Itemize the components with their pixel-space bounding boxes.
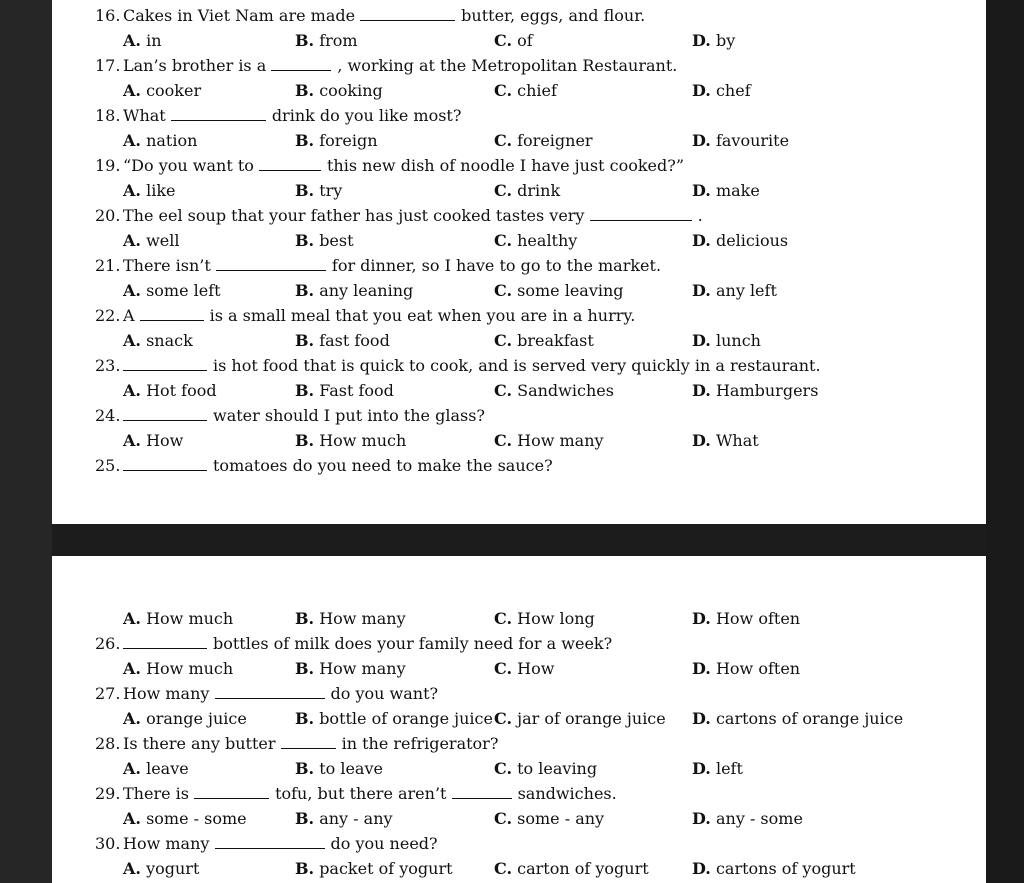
option-text: to leaving: [517, 759, 598, 778]
option-text: make: [715, 181, 760, 200]
option-letter: D.: [692, 859, 711, 878]
option-letter: C.: [494, 131, 513, 150]
option-letter: B.: [295, 709, 315, 728]
question-text-part: butter, eggs, and flour.: [461, 6, 646, 25]
answer-blank[interactable]: [271, 56, 331, 71]
option-letter: B.: [295, 131, 315, 150]
option-text: How many: [319, 659, 406, 678]
question-text: [123, 203, 703, 228]
option-a[interactable]: [123, 228, 179, 253]
question-text-part: “Do you want to: [123, 156, 259, 175]
option-letter: C.: [494, 31, 513, 50]
option-letter: B.: [295, 181, 315, 200]
option-letter: C.: [494, 381, 513, 400]
answer-blank[interactable]: [171, 106, 266, 121]
question-row: [52, 3, 986, 28]
options-row: [52, 228, 986, 253]
option-c[interactable]: [494, 178, 560, 203]
option-text: Fast food: [319, 381, 394, 400]
option-text: well: [146, 231, 180, 250]
question-text-part: There isn’t: [123, 256, 216, 275]
option-d[interactable]: [692, 706, 903, 731]
option-letter: A.: [123, 281, 141, 300]
question-row: [52, 153, 986, 178]
option-text: leave: [146, 759, 189, 778]
left-dark-margin: [0, 0, 52, 883]
question-text-part: do you need?: [330, 834, 438, 853]
option-c[interactable]: [494, 756, 597, 781]
option-b[interactable]: [295, 78, 383, 103]
question-text: [123, 831, 438, 856]
option-c[interactable]: [494, 378, 614, 403]
option-letter: B.: [295, 759, 315, 778]
question-row: [52, 631, 986, 656]
option-c[interactable]: [494, 278, 624, 303]
question-text-part: this new dish of noodle I have just cooked?”: [327, 156, 685, 175]
answer-blank[interactable]: [194, 784, 269, 799]
answer-blank[interactable]: [281, 734, 336, 749]
option-letter: B.: [295, 231, 315, 250]
option-a[interactable]: [123, 606, 233, 631]
option-letter: B.: [295, 659, 315, 678]
question-text: [123, 631, 612, 656]
option-letter: D.: [692, 659, 711, 678]
option-letter: A.: [123, 131, 141, 150]
question-number: 30.: [95, 834, 121, 853]
question-text: [123, 103, 461, 128]
question-number: 21.: [95, 256, 121, 275]
question-text-part: water should I put into the glass?: [213, 406, 485, 425]
question-text-part: What: [123, 106, 171, 125]
option-a[interactable]: [123, 806, 247, 831]
option-letter: D.: [692, 709, 711, 728]
question-text-part: Cakes in Viet Nam are made: [123, 6, 361, 25]
option-letter: C.: [494, 181, 513, 200]
option-text: packet of yogurt: [319, 859, 453, 878]
options-row: [52, 328, 986, 353]
answer-blank[interactable]: [123, 406, 207, 421]
option-letter: D.: [692, 281, 711, 300]
option-a[interactable]: [123, 706, 247, 731]
question-number: 26.: [95, 634, 121, 653]
option-letter: A.: [123, 709, 141, 728]
option-b[interactable]: [295, 756, 383, 781]
option-c[interactable]: [494, 706, 666, 731]
option-text: drink: [517, 181, 561, 200]
option-letter: C.: [494, 709, 513, 728]
question-number: 24.: [95, 406, 121, 425]
option-text: from: [319, 31, 358, 50]
option-a[interactable]: [123, 428, 183, 453]
option-d[interactable]: [692, 856, 856, 881]
option-a[interactable]: [123, 328, 193, 353]
option-letter: C.: [494, 281, 513, 300]
question-number: 19.: [95, 156, 121, 175]
option-text: How many: [517, 431, 604, 450]
option-text: Sandwiches: [517, 381, 614, 400]
question-number: 17.: [95, 56, 121, 75]
option-b[interactable]: [295, 378, 394, 403]
question-text: [123, 53, 677, 78]
option-text: chief: [517, 81, 557, 100]
option-letter: B.: [295, 609, 315, 628]
option-b[interactable]: [295, 228, 354, 253]
option-text: some - any: [517, 809, 605, 828]
option-d[interactable]: [692, 28, 735, 53]
question-row: [52, 203, 986, 228]
option-text: some left: [146, 281, 221, 300]
options-row: [52, 756, 986, 781]
question-text-part: is hot food that is quick to cook, and is served very quickly in a restaurant.: [213, 356, 821, 375]
question-row: [52, 781, 986, 806]
option-text: What: [715, 431, 759, 450]
option-text: chef: [715, 81, 751, 100]
answer-blank[interactable]: [123, 356, 207, 371]
option-text: in: [146, 31, 162, 50]
question-number: 29.: [95, 784, 121, 803]
options-row: [52, 706, 986, 731]
option-letter: D.: [692, 381, 711, 400]
option-b[interactable]: [295, 328, 390, 353]
option-text: How often: [715, 659, 801, 678]
question-row: [52, 731, 986, 756]
option-d[interactable]: [692, 428, 759, 453]
option-c[interactable]: [494, 28, 533, 53]
option-letter: A.: [123, 381, 141, 400]
option-d[interactable]: [692, 378, 818, 403]
options-row: [52, 178, 986, 203]
question-text-part: The eel soup that your father has just cooked tastes very: [123, 206, 590, 225]
option-a[interactable]: [123, 656, 233, 681]
options-row: [52, 78, 986, 103]
option-b[interactable]: [295, 656, 406, 681]
question-text: [123, 3, 645, 28]
option-text: bottle of orange juice: [319, 709, 493, 728]
question-text-part: There is: [123, 784, 195, 803]
question-text-part: .: [697, 206, 703, 225]
option-text: some - some: [146, 809, 247, 828]
answer-blank[interactable]: [360, 6, 455, 21]
question-number: 27.: [95, 684, 121, 703]
question-text: [123, 781, 617, 806]
option-letter: B.: [295, 31, 315, 50]
option-letter: A.: [123, 181, 141, 200]
question-row: [52, 453, 986, 478]
option-text: any - some: [715, 809, 803, 828]
question-text-part: tofu, but there aren’t: [275, 784, 452, 803]
option-letter: C.: [494, 859, 513, 878]
option-letter: D.: [692, 131, 711, 150]
option-a[interactable]: [123, 128, 197, 153]
option-text: Hot food: [146, 381, 217, 400]
question-number: 28.: [95, 734, 121, 753]
option-b[interactable]: [295, 128, 378, 153]
option-text: orange juice: [146, 709, 247, 728]
question-text-part: do you want?: [330, 684, 439, 703]
option-text: nation: [146, 131, 198, 150]
option-letter: B.: [295, 281, 315, 300]
option-b[interactable]: [295, 856, 453, 881]
answer-blank[interactable]: [123, 634, 207, 649]
question-row: [52, 831, 986, 856]
option-letter: A.: [123, 759, 141, 778]
option-letter: A.: [123, 659, 141, 678]
option-text: any leaning: [319, 281, 414, 300]
options-row: [52, 428, 986, 453]
options-row: [52, 28, 986, 53]
question-row: [52, 403, 986, 428]
option-letter: B.: [295, 809, 315, 828]
question-text: [123, 253, 661, 278]
option-b[interactable]: [295, 278, 413, 303]
option-d[interactable]: [692, 606, 800, 631]
question-text-part: How many: [123, 834, 215, 853]
option-c[interactable]: [494, 328, 594, 353]
answer-blank[interactable]: [452, 784, 512, 799]
question-number: 20.: [95, 206, 121, 225]
question-text: [123, 353, 821, 378]
option-c[interactable]: [494, 656, 554, 681]
option-d[interactable]: [692, 806, 803, 831]
option-text: How much: [146, 609, 234, 628]
option-text: snack: [146, 331, 193, 350]
option-c[interactable]: [494, 806, 604, 831]
option-text: How much: [146, 659, 234, 678]
option-d[interactable]: [692, 328, 761, 353]
option-letter: D.: [692, 809, 711, 828]
option-letter: C.: [494, 659, 513, 678]
option-letter: D.: [692, 431, 711, 450]
option-text: breakfast: [517, 331, 594, 350]
question-text: [123, 303, 635, 328]
answer-blank[interactable]: [259, 156, 321, 171]
question-number: 22.: [95, 306, 121, 325]
option-text: of: [517, 31, 533, 50]
option-letter: A.: [123, 431, 141, 450]
answer-blank[interactable]: [123, 456, 207, 471]
question-text: [123, 731, 498, 756]
option-text: fast food: [319, 331, 390, 350]
option-text: healthy: [517, 231, 578, 250]
options-row: [52, 656, 986, 681]
worksheet-page-1: [52, 0, 986, 524]
option-d[interactable]: [692, 656, 800, 681]
options-row: [52, 278, 986, 303]
answer-blank[interactable]: [140, 306, 204, 321]
options-row: [52, 606, 986, 631]
option-c[interactable]: [494, 228, 577, 253]
question-number: 16.: [95, 6, 121, 25]
question-text-part: A: [123, 306, 140, 325]
question-row: [52, 103, 986, 128]
option-letter: B.: [295, 431, 315, 450]
question-text: [123, 403, 485, 428]
answer-blank[interactable]: [590, 206, 692, 221]
option-text: left: [715, 759, 743, 778]
option-letter: C.: [494, 81, 513, 100]
question-number: 25.: [95, 456, 121, 475]
question-text-part: bottles of milk does your family need for a week?: [213, 634, 613, 653]
option-letter: B.: [295, 859, 315, 878]
option-text: any - any: [319, 809, 393, 828]
question-row: [52, 681, 986, 706]
option-d[interactable]: [692, 178, 760, 203]
option-a[interactable]: [123, 78, 201, 103]
option-text: foreign: [319, 131, 378, 150]
option-letter: A.: [123, 331, 141, 350]
question-row: [52, 253, 986, 278]
option-text: How long: [517, 609, 595, 628]
option-d[interactable]: [692, 128, 789, 153]
option-text: How: [517, 659, 555, 678]
option-letter: A.: [123, 81, 141, 100]
option-letter: D.: [692, 231, 711, 250]
question-text-part: in the refrigerator?: [341, 734, 499, 753]
option-letter: C.: [494, 809, 513, 828]
option-d[interactable]: [692, 278, 777, 303]
question-row: [52, 353, 986, 378]
options-row: [52, 856, 986, 881]
question-row: [52, 303, 986, 328]
option-letter: A.: [123, 859, 141, 878]
question-text-part: for dinner, so I have to go to the market.: [331, 256, 662, 275]
option-letter: A.: [123, 31, 141, 50]
right-dark-margin: [986, 0, 1024, 883]
option-letter: B.: [295, 81, 315, 100]
option-text: yogurt: [146, 859, 200, 878]
option-text: some leaving: [517, 281, 624, 300]
option-letter: D.: [692, 759, 711, 778]
option-text: delicious: [715, 231, 789, 250]
option-a[interactable]: [123, 278, 221, 303]
options-row: [52, 806, 986, 831]
option-d[interactable]: [692, 756, 743, 781]
question-text-part: How many: [123, 684, 215, 703]
option-c[interactable]: [494, 78, 557, 103]
option-text: favourite: [715, 131, 790, 150]
option-text: carton of yogurt: [517, 859, 649, 878]
question-number: 18.: [95, 106, 121, 125]
option-letter: C.: [494, 231, 513, 250]
options-row: [52, 128, 986, 153]
question-text: [123, 453, 553, 478]
option-text: like: [146, 181, 176, 200]
answer-blank[interactable]: [215, 834, 325, 849]
worksheet-page-2: [52, 556, 986, 883]
option-text: cooker: [146, 81, 202, 100]
question-row: [52, 53, 986, 78]
option-text: best: [319, 231, 354, 250]
option-letter: C.: [494, 331, 513, 350]
option-letter: D.: [692, 81, 711, 100]
option-text: cartons of orange juice: [715, 709, 904, 728]
option-letter: C.: [494, 759, 513, 778]
option-d[interactable]: [692, 78, 751, 103]
option-d[interactable]: [692, 228, 788, 253]
question-text-part: , working at the Metropolitan Restaurant.: [337, 56, 678, 75]
option-text: How: [146, 431, 184, 450]
options-row: [52, 378, 986, 403]
option-text: jar of orange juice: [517, 709, 666, 728]
option-b[interactable]: [295, 178, 342, 203]
option-c[interactable]: [494, 428, 604, 453]
question-text-part: is a small meal that you eat when you are in a hurry.: [209, 306, 636, 325]
option-letter: B.: [295, 331, 315, 350]
option-letter: D.: [692, 31, 711, 50]
question-text-part: tomatoes do you need to make the sauce?: [213, 456, 553, 475]
option-c[interactable]: [494, 856, 649, 881]
answer-blank[interactable]: [216, 256, 326, 271]
option-c[interactable]: [494, 128, 593, 153]
option-text: How much: [319, 431, 407, 450]
question-text-part: Lan’s brother is a: [123, 56, 272, 75]
option-text: to leave: [319, 759, 383, 778]
question-text: [123, 681, 438, 706]
option-letter: B.: [295, 381, 315, 400]
question-text-part: Is there any butter: [123, 734, 281, 753]
option-letter: C.: [494, 431, 513, 450]
option-a[interactable]: [123, 28, 162, 53]
option-a[interactable]: [123, 756, 189, 781]
question-number: 23.: [95, 356, 121, 375]
option-letter: A.: [123, 231, 141, 250]
question-text-part: sandwiches.: [517, 784, 617, 803]
option-b[interactable]: [295, 706, 493, 731]
option-b[interactable]: [295, 28, 358, 53]
option-text: any left: [715, 281, 777, 300]
option-letter: D.: [692, 609, 711, 628]
option-letter: C.: [494, 609, 513, 628]
question-text: [123, 153, 684, 178]
option-text: How many: [319, 609, 406, 628]
option-b[interactable]: [295, 806, 393, 831]
option-a[interactable]: [123, 856, 199, 881]
option-letter: D.: [692, 181, 711, 200]
option-text: cartons of yogurt: [715, 859, 856, 878]
option-text: foreigner: [517, 131, 593, 150]
option-letter: A.: [123, 609, 141, 628]
option-text: cooking: [319, 81, 383, 100]
answer-blank[interactable]: [215, 684, 325, 699]
option-b[interactable]: [295, 606, 406, 631]
option-a[interactable]: [123, 378, 217, 403]
option-text: try: [319, 181, 343, 200]
option-b[interactable]: [295, 428, 406, 453]
option-text: How often: [715, 609, 801, 628]
option-text: lunch: [715, 331, 761, 350]
question-text-part: drink do you like most?: [271, 106, 462, 125]
option-c[interactable]: [494, 606, 595, 631]
option-letter: A.: [123, 809, 141, 828]
option-a[interactable]: [123, 178, 175, 203]
option-text: by: [715, 31, 736, 50]
option-letter: D.: [692, 331, 711, 350]
option-text: Hamburgers: [715, 381, 819, 400]
